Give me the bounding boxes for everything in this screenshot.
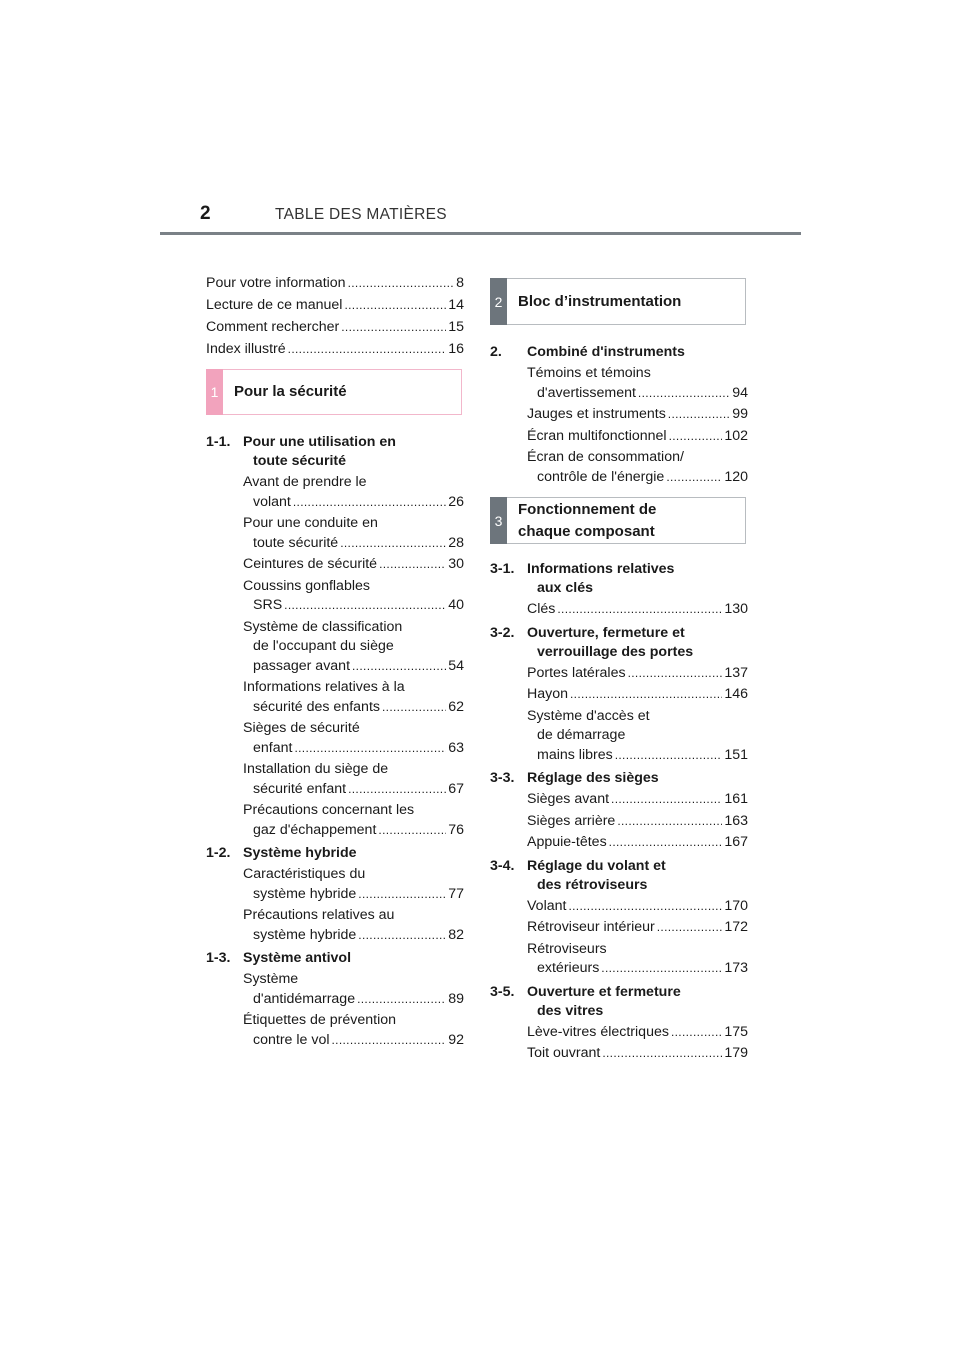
- toc-entry[interactable]: Installation du siège de sécurité enfant . . . 67: [206, 760, 464, 799]
- chapter-3-heading[interactable]: [490, 497, 746, 544]
- toc-entry[interactable]: Rétroviseurs extérieurs . . . 173: [490, 940, 748, 979]
- page-number: 2: [200, 203, 211, 224]
- toc-entry[interactable]: Sièges avant . . . 161: [490, 790, 748, 810]
- toc-entry[interactable]: Hayon . . . 146: [490, 685, 748, 705]
- toc-entry[interactable]: Jauges et instruments . . . 99: [490, 405, 748, 425]
- toc-entry[interactable]: Écran multifonctionnel . . . 102: [490, 427, 748, 447]
- toc-intro-item[interactable]: Index illustré . . . 16: [206, 339, 464, 361]
- toc-entry[interactable]: Système d'accès et de démarrage mains libres . . . 151: [490, 707, 748, 766]
- section-heading[interactable]: 1-3. Système antivol: [206, 950, 352, 966]
- toc-entry[interactable]: Étiquettes de prévention contre le vol . . . 92: [206, 1011, 464, 1050]
- chapter-2-heading[interactable]: [490, 278, 746, 325]
- toc-entry[interactable]: Volant . . . 170: [490, 897, 748, 917]
- toc-entry[interactable]: Système d'antidémarrage . . . 89: [206, 970, 464, 1009]
- toc-entry[interactable]: Caractéristiques du système hybride . . . 77: [206, 865, 464, 904]
- header-rule: [160, 232, 801, 235]
- toc-intro-item[interactable]: Lecture de ce manuel . . . 14: [206, 295, 464, 317]
- section-heading[interactable]: 3-5. Ouverture et fermeture des vitres: [490, 983, 681, 1019]
- toc-entry[interactable]: Système de classification de l'occupant du siège passager avant . . . 54: [206, 618, 464, 677]
- chapter-tab: 3: [490, 497, 507, 544]
- section-heading[interactable]: 3-4. Réglage du volant et des rétroviseurs: [490, 857, 666, 893]
- toc-left-column: [206, 273, 464, 1050]
- section-heading[interactable]: 3-1. Informations relatives aux clés: [490, 561, 675, 596]
- section-heading[interactable]: 3-2. Ouverture, fermeture et verrouillage des portes: [490, 624, 694, 660]
- toc-entry[interactable]: Précautions relatives au système hybride . . . 82: [206, 906, 464, 945]
- section-heading[interactable]: 3-3. Réglage des sièges: [490, 770, 659, 786]
- toc-entry[interactable]: Appuie-têtes . . . 167: [490, 833, 748, 853]
- chapter-title: Bloc d’instrumentation: [518, 292, 682, 310]
- chapter-tab: 2: [490, 278, 507, 325]
- section-heading[interactable]: 2. Combiné d'instruments: [490, 344, 685, 360]
- toc-entry[interactable]: Portes latérales . . . 137: [490, 664, 748, 684]
- toc-entry[interactable]: Toit ouvrant . . . 179: [490, 1044, 748, 1064]
- toc-right-column: [490, 278, 748, 1064]
- chapter-title: Fonctionnement de chaque composant: [518, 500, 657, 540]
- toc-entry[interactable]: Précautions concernant les gaz d'échappement . . . 76: [206, 801, 464, 840]
- toc-entry[interactable]: Ceintures de sécurité . . . 30: [206, 555, 464, 575]
- chapter-tab: 1: [206, 369, 223, 415]
- toc-intro-item[interactable]: Comment rechercher . . . 15: [206, 317, 464, 339]
- toc-entry[interactable]: Pour une conduite en toute sécurité . . . 28: [206, 514, 464, 553]
- chapter-title: Pour la sécurité: [234, 383, 347, 400]
- toc-entry[interactable]: Écran de consommation/ contrôle de l'énergie . . . 120: [490, 448, 748, 487]
- toc-entry[interactable]: Rétroviseur intérieur . . . 172: [490, 918, 748, 938]
- toc-entry[interactable]: Lève-vitres électriques . . . 175: [490, 1023, 748, 1043]
- chapter-1-heading[interactable]: [206, 369, 462, 415]
- toc-entry[interactable]: Coussins gonflables SRS . . . 40: [206, 577, 464, 616]
- toc-entry[interactable]: Clés . . . 130: [490, 600, 748, 620]
- toc-entry[interactable]: Informations relatives à la sécurité des enfants . . . 62: [206, 678, 464, 717]
- section-heading[interactable]: 1-1. Pour une utilisation en toute sécurité: [206, 434, 396, 469]
- toc-entry[interactable]: Témoins et témoins d'avertissement . . . 94: [490, 364, 748, 403]
- toc-entry[interactable]: Avant de prendre le volant . . . 26: [206, 473, 464, 512]
- toc-entry[interactable]: Sièges de sécurité enfant . . . 63: [206, 719, 464, 758]
- toc-intro-item[interactable]: Pour votre information . . . 8: [206, 273, 464, 295]
- page-title: TABLE DES MATIÈRES: [275, 206, 447, 223]
- section-heading[interactable]: 1-2. Système hybride: [206, 845, 357, 861]
- toc-entry[interactable]: Sièges arrière . . . 163: [490, 812, 748, 832]
